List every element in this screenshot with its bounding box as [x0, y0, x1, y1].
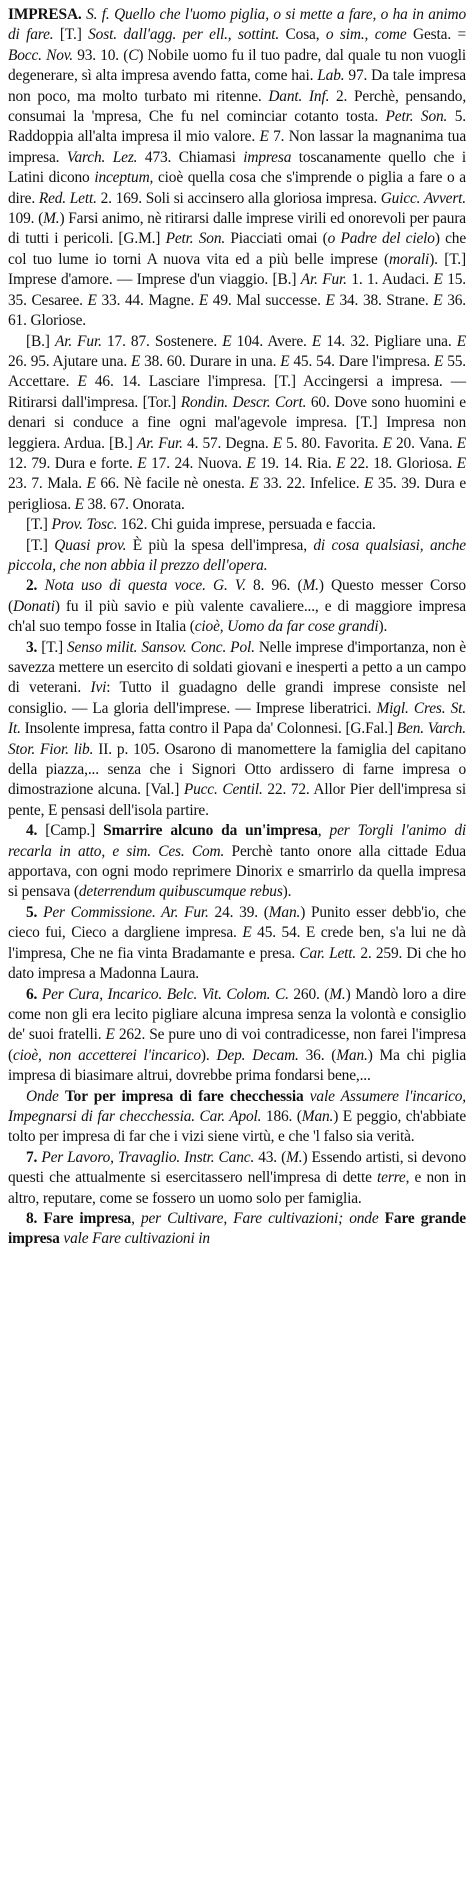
- text-run: È più la spesa dell'impresa,: [126, 536, 314, 554]
- italic-run: E: [456, 434, 467, 452]
- italic-run: E: [363, 475, 374, 493]
- bold-run: Fare impresa: [43, 1209, 132, 1227]
- italic-run: Ar. Fur.: [300, 271, 347, 289]
- italic-run: Per Lavoro, Travaglio. Instr. Canc.: [41, 1148, 255, 1166]
- italic-run: E: [456, 454, 466, 472]
- italic-run: E: [74, 495, 84, 513]
- text-run: 34. 38. Strane.: [334, 291, 434, 309]
- italic-run: Lab.: [317, 67, 345, 85]
- italic-run: Ben. Varch. Stor. Fior. lib.: [8, 720, 467, 758]
- text-run: 5. Raddoppia all'alta impresa il mio valore.: [8, 108, 466, 146]
- text-run: ,: [317, 822, 330, 840]
- italic-run: Dep. Decam.: [216, 1046, 299, 1064]
- italic-run: E: [77, 373, 87, 391]
- italic-run: vale Assumere l'incarico, Impegnarsi di far checchessia. Car. Apol.: [8, 1087, 467, 1125]
- italic-run: Dant. Inf.: [268, 87, 330, 105]
- italic-run: inceptum,: [94, 169, 154, 187]
- italic-run: C: [128, 46, 139, 64]
- text-run: 33. 44. Magne.: [96, 291, 199, 309]
- text-run: 23. 7. Mala.: [8, 475, 87, 493]
- text-run: 22. 18. Gloriosa.: [345, 454, 457, 472]
- italic-run: cioè, Uomo da far cose grandi: [194, 618, 379, 636]
- bold-run: Smarrire alcuno da un'impresa: [103, 822, 318, 840]
- bold-run: 6.: [26, 985, 42, 1003]
- text-run: ) Punito esser debb'io, che cieco fui, Cieco a dargliene impresa.: [8, 903, 466, 942]
- italic-run: o Padre del cielo: [327, 230, 435, 248]
- sense-3-military: [8, 638, 466, 822]
- text-run: 97. Da tale impresa non poco, ma molto turbato mi ritenne.: [8, 67, 466, 105]
- text-run: 15. 35. Cesaree.: [8, 271, 467, 309]
- text-run: [Camp.]: [45, 822, 104, 840]
- text-run: ) fu il più savio e più valente cavaliere..., e di maggiore impresa ch'al suo tempo fosse in Italia (: [8, 597, 466, 636]
- italic-run: vale Fare cultivazioni in: [63, 1230, 210, 1248]
- text-run: 4. 57. Degna.: [182, 434, 273, 452]
- sense-7-lavoro: [8, 1148, 466, 1209]
- bold-run: 7.: [26, 1148, 42, 1166]
- text-run: 55. Accettare.: [8, 352, 466, 391]
- text-run: 33. 22. Infelice.: [258, 475, 364, 493]
- italic-run: Man.: [268, 903, 301, 921]
- text-run: 473. Chiamasi: [137, 148, 244, 166]
- text-run: 17. 24. Nuova.: [146, 454, 247, 472]
- italic-run: Bocc. Nov.: [8, 46, 73, 64]
- italic-run: o sim., come: [325, 26, 407, 44]
- text-run: 26. 95. Ajutare una.: [8, 352, 131, 370]
- italic-run: E: [456, 332, 466, 350]
- text-run: Perchè tanto onore alla cittade Edua apportava, con ogni modo reprimere Dinorix e smarrirlo da quella impresa si pensava (: [8, 842, 466, 901]
- text-run: 1. 1. Audaci.: [346, 271, 434, 289]
- text-run: 20. Vana.: [391, 434, 457, 452]
- bold-run: 2.: [26, 577, 45, 595]
- italic-run: Ar. Fur.: [136, 434, 183, 452]
- italic-run: Varch. Lez.: [66, 148, 138, 166]
- bold-run: 4.: [26, 822, 46, 840]
- italic-run: E: [325, 291, 335, 309]
- italic-run: E: [433, 291, 443, 309]
- text-run: , e non in altro, reputare, come se fossero un uomo solo per famiglia.: [8, 1169, 467, 1207]
- text-run: ) Nobile uomo fu il tuo padre, dal quale tu non vuogli degenerare, sì alta impresa avendo fatta, come hai.: [8, 46, 467, 85]
- text-run: 109. (: [8, 210, 44, 228]
- sense-8-fare-impresa: [8, 1209, 466, 1250]
- text-run: 19. 14. Ria.: [255, 454, 337, 472]
- text-run: 186. (: [261, 1107, 302, 1125]
- text-run: ) E peggio, ch'abbiate tolto per impresa di far che i vizi siene virtù, e che 'l falso sia verità.: [8, 1107, 466, 1146]
- italic-run: Guicc. Avvert.: [380, 189, 466, 207]
- text-run: ,: [131, 1209, 141, 1227]
- italic-run: E: [130, 352, 141, 370]
- text-run: 2. Perchè, pensando, consumai la 'mpresa, Che fu nel cominciar cotanto tosta.: [8, 87, 467, 126]
- text-run: 36. (: [298, 1046, 337, 1064]
- text-run: ) Questo messer Corso (: [8, 577, 466, 615]
- bold-run: Fare grande impresa: [8, 1209, 466, 1248]
- text-run: 35. 39. Dura e perigliosa.: [8, 475, 467, 513]
- text-run: ) Farsi animo, nè ritirarsi dalle imprese virili ed onorevoli per paura di tutti i pericoli. [G.M.]: [8, 210, 466, 248]
- italic-run: Sost. dall'agg. per ell., sottint.: [88, 26, 280, 44]
- text-run: ) Essendo artisti, si devono questi che attualmente si esercitassero nell'impresa di dette: [8, 1148, 466, 1187]
- italic-run: Migl. Cres. St. It.: [8, 699, 466, 738]
- text-run: ) Mandò loro a dire come non gli era lecito pigliare alcuna impresa senza la volontà e consiglio de' suoi fratelli.: [8, 985, 466, 1044]
- italic-run: per Cultivare, Fare cultivazioni; onde: [140, 1209, 379, 1227]
- text-run: 104. Avere.: [231, 332, 312, 350]
- text-run: ).: [200, 1046, 217, 1064]
- italic-run: E: [86, 475, 96, 493]
- text-run: 24. 39. (: [208, 903, 269, 921]
- subsense-tor-per-impresa: [8, 1087, 466, 1148]
- text-run: ) Ma chi piglia impresa di biasimare altrui, dovrebbe prima fondarsi bene,...: [8, 1046, 467, 1085]
- italic-run: Onde: [26, 1087, 65, 1105]
- italic-run: E: [222, 332, 232, 350]
- italic-run: M.: [286, 1148, 303, 1166]
- text-run: II. p. 105. Osarono di manomettere la famiglia del capitano della piazza,... senza che i Signori Otto ardissero di farne impresa o dimostrazione alcuna. [Val.]: [8, 740, 466, 799]
- italic-run: E: [242, 924, 252, 942]
- italic-run: Red. Lett.: [38, 189, 97, 207]
- text-run: 38. 60. Durare in una.: [140, 352, 281, 370]
- text-run: ).: [378, 618, 388, 636]
- italic-run: E: [105, 1026, 115, 1044]
- text-run: [B.]: [26, 332, 55, 350]
- proverb-tuscan: [8, 515, 466, 535]
- text-run: : Tutto il guadagno delle grandi imprese consiste nel consiglio. — La gloria dell'imprese. — Imprese liberatrici.: [8, 679, 466, 717]
- text-run: Gesta. =: [406, 26, 467, 44]
- text-run: 46. 14. Lasciare l'impresa. [T.] Accingersi a impresa. — Ritirarsi dall'impresa. [Tor.]: [8, 373, 467, 411]
- italic-run: Ar. Fur.: [54, 332, 102, 350]
- text-run: [T.]: [53, 26, 89, 44]
- text-run: ) che col tuo lume io torni A nuova vita ed a più belle imprese (: [8, 230, 466, 268]
- text-run: 7. Non lassar la magnanima tua impresa.: [8, 128, 467, 166]
- bold-run: IMPRESA.: [8, 6, 82, 23]
- entry-definition: [8, 5, 466, 332]
- italic-run: Ivi: [90, 679, 107, 697]
- italic-run: Car. Lett.: [299, 944, 357, 962]
- italic-run: deterrendum quibuscumque rebus: [78, 883, 283, 901]
- italic-run: E: [311, 332, 322, 350]
- italic-run: morali: [389, 250, 430, 268]
- proverb-quasi: [8, 536, 466, 577]
- bold-run: 8.: [26, 1209, 44, 1227]
- sense-6-cura: [8, 985, 466, 1087]
- text-run: 262. Se pure uno di voi contradicesse, non farei l'impresa (: [8, 1026, 466, 1064]
- text-run: 260. (: [288, 985, 330, 1003]
- text-run: 43. (: [254, 1148, 287, 1166]
- text-run: 49. Mal successe.: [208, 291, 326, 309]
- italic-run: per Torgli l'animo di recarla in atto, e sim. Ces. Com.: [8, 822, 466, 860]
- italic-run: di cosa qualsiasi, anche piccola, che non abbia il prezzo dell'opera.: [8, 536, 466, 574]
- text-run: 8. 96. (: [245, 577, 303, 595]
- text-run: 38. 67. Onorata.: [83, 495, 185, 513]
- text-run: 5. 80. Favorita.: [282, 434, 383, 452]
- text-run: [T.]: [26, 516, 52, 534]
- italic-run: E: [336, 454, 346, 472]
- text-run: Insolente impresa, fatta contro il Papa da' Colonnesi. [G.Fal.]: [20, 720, 397, 738]
- usage-examples-ariosto: [8, 332, 466, 516]
- text-run: 2. 169. Soli si accinsero alla gloriosa impresa.: [96, 189, 381, 207]
- sense-2: [8, 576, 466, 637]
- italic-run: Petr. Son.: [165, 230, 226, 248]
- italic-run: Nota uso di questa voce. G. V.: [44, 577, 246, 595]
- text-run: [T.]: [41, 638, 68, 656]
- italic-run: M.: [302, 577, 319, 595]
- text-run: 22. 72. Allor Pier dell'impresa si pente, E pensasi dell'isola partire.: [8, 781, 466, 819]
- text-run: cioè quella cosa che s'imprende o piglia a fare o a dire.: [8, 169, 466, 207]
- text-run: 93. 10. (: [72, 46, 129, 64]
- italic-run: E: [433, 271, 443, 289]
- bold-run: 5.: [26, 903, 44, 921]
- text-run: toscanamente quello che i Latini dicono: [8, 148, 466, 187]
- italic-run: Quasi prov.: [54, 536, 127, 554]
- italic-run: E: [246, 454, 256, 472]
- text-run: 12. 79. Dura e forte.: [8, 454, 138, 472]
- italic-run: impresa: [243, 148, 292, 166]
- text-run: 36. 61. Gloriose.: [8, 291, 466, 330]
- text-run: 14. 32. Pigliare una.: [321, 332, 457, 350]
- sense-4-smarrire: [8, 821, 466, 903]
- text-run: 45. 54. Dare l'impresa.: [289, 352, 435, 370]
- italic-run: E: [198, 291, 209, 309]
- italic-run: E: [87, 291, 97, 309]
- text-run: 66. Nè facile nè onesta.: [95, 475, 250, 493]
- italic-run: M.: [329, 985, 346, 1003]
- italic-run: Donati: [12, 597, 55, 615]
- text-run: 45. 54. E crede ben, s'a lui ne dà l'impresa, Che ne fia vinta Bradamante e presa.: [8, 924, 466, 962]
- italic-run: Rondin. Descr. Cort.: [180, 393, 307, 411]
- italic-run: Per Commissione. Ar. Fur.: [43, 903, 209, 921]
- text-run: Cosa,: [279, 26, 326, 44]
- italic-run: E: [280, 352, 290, 370]
- text-run: 60. Dove sono huomini e denari si conduce a fine ogni mal'agevole impresa. [T.] Impresa non leggiera. Ardua. [B.]: [8, 393, 466, 452]
- italic-run: Man.: [336, 1046, 368, 1064]
- bold-run: Tor per impresa di fare checchessia: [64, 1087, 304, 1105]
- sense-5-commissione: [8, 903, 466, 985]
- bold-run: 3.: [26, 638, 42, 656]
- italic-run: Per Cura, Incarico. Belc. Vit. Colom. C.: [41, 985, 289, 1003]
- italic-run: Pucc. Centil.: [183, 781, 263, 799]
- text-run: 2. 259. Di che ho dato impresa a Madonna Laura.: [8, 944, 467, 983]
- italic-run: E: [259, 128, 269, 146]
- italic-run: M.: [43, 210, 60, 228]
- text-run: 162. Chi guida imprese, persuada e faccia.: [117, 516, 376, 534]
- text-run: Piacciati omai (: [225, 230, 328, 248]
- text-run: ).: [282, 883, 292, 901]
- italic-run: Man.: [301, 1107, 334, 1125]
- text-run: ). [T.] Imprese d'amore. — Imprese d'un viaggio. [B.]: [8, 250, 466, 289]
- italic-run: cioè, non accetterei l'incarico: [12, 1046, 201, 1064]
- italic-run: E: [137, 454, 147, 472]
- text-run: 17. 87. Sostenere.: [101, 332, 223, 350]
- italic-run: E: [382, 434, 392, 452]
- italic-run: S. f. Quello che l'uomo piglia, o si mette a fare, o ha in animo di fare.: [8, 6, 467, 44]
- italic-run: terre: [377, 1169, 406, 1187]
- italic-run: Petr. Son.: [385, 108, 448, 126]
- text-run: Nelle imprese d'importanza, non è savezza mettere un esercito di soldati giovani e inesperti a petto a un campo di veterani.: [8, 638, 466, 697]
- text-run: [T.]: [26, 536, 55, 554]
- italic-run: E: [272, 434, 282, 452]
- italic-run: E: [434, 352, 444, 370]
- italic-run: E: [249, 475, 259, 493]
- italic-run: Prov. Tosc.: [51, 516, 118, 534]
- italic-run: Senso milit. Sansov. Conc. Pol.: [67, 638, 255, 656]
